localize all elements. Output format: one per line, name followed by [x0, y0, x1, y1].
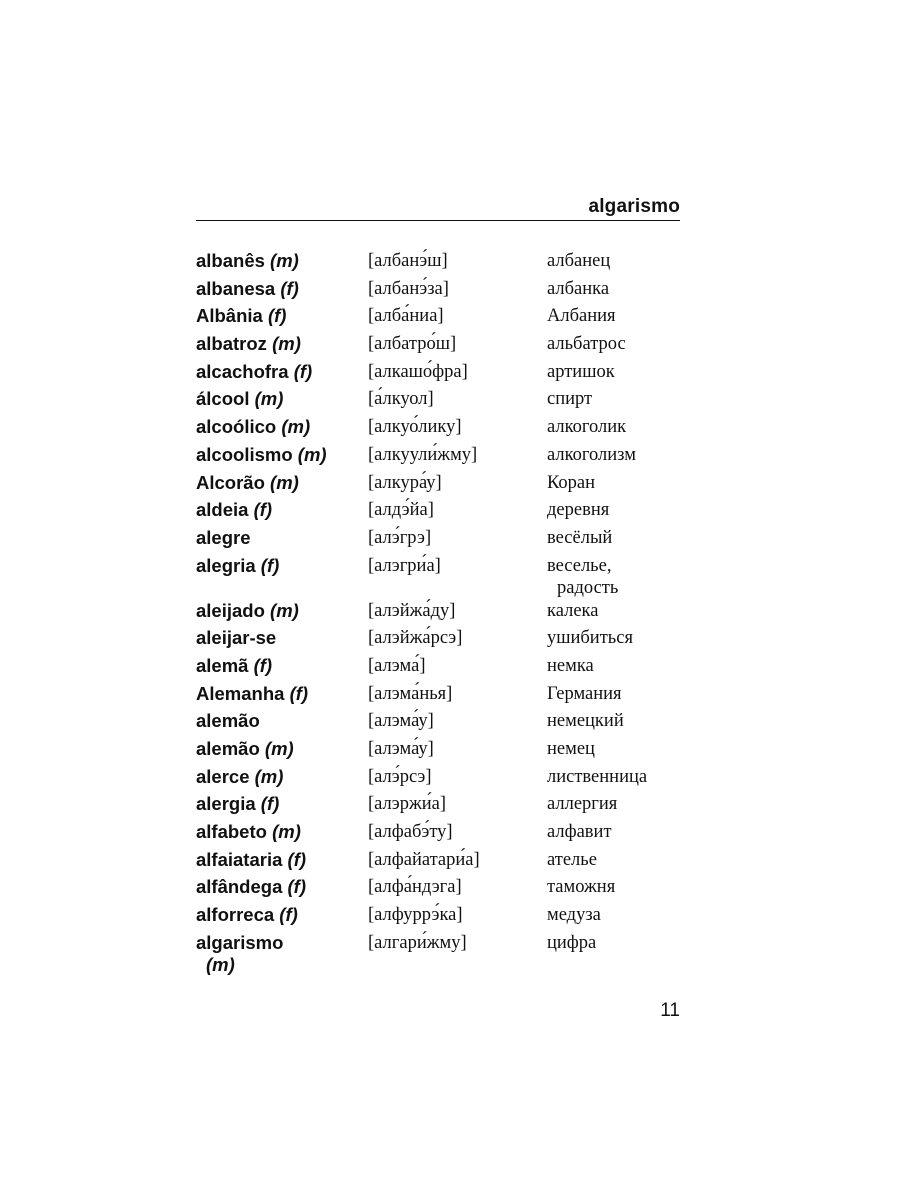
headword: alcoolismo [196, 443, 293, 465]
dictionary-entry [196, 360, 680, 388]
transcription: [алэйжа́ду] [368, 600, 456, 621]
dictionary-entry [196, 332, 680, 360]
transcription: [алэ́грэ] [368, 527, 432, 548]
meaning-cell [547, 277, 680, 300]
meaning-cell [547, 709, 680, 732]
meaning: таможня [547, 877, 616, 898]
headword: aleijar-se [196, 627, 277, 649]
headword-cell [196, 415, 368, 438]
headword-cell [196, 709, 368, 732]
gender-marker: (m) [206, 953, 235, 975]
headword: Alcorão [196, 471, 265, 493]
dictionary-entry [196, 765, 680, 793]
meaning-cell [547, 626, 680, 649]
meaning: калека [547, 600, 599, 621]
meaning: деревня [547, 500, 610, 521]
meaning: немецкий [547, 711, 624, 732]
transcription: [алэма́нья] [368, 683, 453, 704]
dictionary-entry [196, 737, 680, 765]
meaning: алкоголизм [547, 444, 636, 465]
headword: algarismo [196, 931, 284, 953]
entry-list [196, 249, 680, 976]
headword: alerce [196, 765, 250, 787]
meaning: артишок [547, 361, 615, 382]
gender-marker: (m) [270, 599, 299, 621]
headword: alcoólico [196, 416, 277, 438]
gender-marker: (m) [254, 388, 284, 410]
meaning-cell [547, 737, 680, 760]
meaning: спирт [547, 389, 593, 410]
headword: aldeia [196, 499, 249, 521]
meaning-cell [547, 903, 680, 926]
transcription: [алгари́жму] [368, 932, 467, 953]
meaning: немец [547, 739, 595, 759]
meaning-cell [547, 554, 680, 599]
meaning-cell [547, 332, 680, 355]
gender-marker: (m) [297, 443, 327, 465]
transcription: [алфа́ндэга] [368, 877, 462, 898]
headword: alemão [196, 738, 260, 759]
headword-cell [196, 737, 368, 760]
meaning-cell [547, 820, 680, 843]
meaning: Германия [547, 683, 622, 704]
gender-marker: (m) [281, 416, 311, 438]
dictionary-entry [196, 387, 680, 415]
dictionary-entry [196, 599, 680, 627]
gender-marker: (f) [253, 654, 273, 676]
dictionary-entry [196, 875, 680, 903]
meaning-cell [547, 792, 680, 815]
transcription: [алэ́рсэ] [368, 766, 432, 787]
headword-cell [196, 765, 368, 788]
gender-marker: (m) [272, 333, 301, 355]
gender-marker: (f) [260, 554, 280, 576]
meaning-cell [547, 249, 680, 272]
gender-marker: (f) [253, 499, 273, 521]
meaning-cell [547, 599, 680, 622]
transcription: [алэржи́а] [368, 794, 447, 815]
headword-cell [196, 848, 368, 871]
headword: álcool [196, 388, 250, 410]
running-head: algarismo [588, 196, 680, 217]
transcription: [алкашо́фра] [368, 361, 468, 382]
gender-marker: (m) [270, 250, 299, 271]
headword-cell [196, 654, 368, 677]
headword-cell [196, 875, 368, 898]
headword-cell [196, 498, 368, 521]
dictionary-entry [196, 626, 680, 654]
meaning-cell [547, 360, 680, 383]
gender-marker: (m) [254, 765, 284, 787]
headword-cell [196, 249, 368, 272]
headword: alforreca [196, 904, 275, 926]
headword: alergia [196, 793, 256, 815]
meaning: аллергия [547, 794, 618, 815]
header-rule [196, 220, 680, 221]
meaning: альбатрос [547, 334, 626, 355]
dictionary-entry [196, 498, 680, 526]
meaning: лиственница [547, 766, 648, 787]
headword-cell [196, 443, 368, 466]
dictionary-entry [196, 415, 680, 443]
dictionary-entry [196, 931, 680, 976]
gender-marker: (f) [289, 682, 309, 704]
transcription: [алфуррэ́ка] [368, 905, 463, 926]
meaning: весёлый [547, 527, 613, 548]
meaning-cell [547, 443, 680, 466]
meaning-cell [547, 931, 680, 954]
gender-marker: (f) [267, 305, 287, 327]
headword: alfabeto [196, 821, 267, 843]
dictionary-entry [196, 443, 680, 471]
transcription: [алкуули́жму] [368, 444, 478, 465]
meaning-cell [547, 471, 680, 494]
headword-cell [196, 554, 368, 577]
meaning-cell [547, 682, 680, 705]
meaning: ателье [547, 849, 597, 870]
gender-marker: (f) [279, 904, 298, 926]
dictionary-entry [196, 304, 680, 332]
transcription: [алкура́у] [368, 472, 442, 493]
gender-marker: (f) [287, 848, 307, 870]
transcription: [албатро́ш] [368, 334, 457, 355]
transcription: [албанэ́ш] [368, 251, 448, 271]
transcription: [алфайатари́а] [368, 849, 480, 870]
transcription: [алэгри́а] [368, 555, 441, 576]
dictionary-entry [196, 792, 680, 820]
meaning-cell [547, 304, 680, 327]
headword-cell [196, 820, 368, 843]
meaning-cell [547, 526, 680, 549]
headword-cell [196, 931, 368, 976]
dictionary-entry [196, 848, 680, 876]
headword: alfândega [196, 876, 283, 898]
meaning: цифра [547, 932, 597, 953]
meaning: медуза [547, 905, 601, 926]
gender-marker: (f) [287, 876, 306, 898]
headword-cell [196, 471, 368, 494]
headword-cell [196, 626, 368, 649]
transcription: [алба́ниа] [368, 306, 444, 327]
headword: albanês [196, 250, 265, 271]
dictionary-entry [196, 820, 680, 848]
transcription: [алэйжа́рсэ] [368, 628, 463, 649]
dictionary-entry [196, 654, 680, 682]
meaning-cell [547, 387, 680, 410]
headword: alcachofra [196, 360, 289, 382]
meaning: Коран [547, 472, 596, 493]
gender-marker: (m) [270, 471, 299, 493]
meaning-continuation: радость [557, 577, 619, 598]
transcription: [алфабэ́ту] [368, 822, 453, 843]
dictionary-entry [196, 471, 680, 499]
transcription: [а́лкуол] [368, 389, 434, 410]
transcription: [алкуо́лику] [368, 417, 462, 438]
meaning: алкоголик [547, 417, 627, 438]
headword: albatroz [196, 333, 267, 355]
meaning: немка [547, 655, 594, 676]
meaning: ушибиться [547, 628, 633, 649]
headword: alegre [196, 526, 251, 548]
headword-cell [196, 792, 368, 815]
meaning: албанец [547, 251, 611, 271]
dictionary-entry [196, 554, 680, 599]
transcription: [алдэ́йа] [368, 500, 434, 521]
gender-marker: (m) [272, 821, 301, 843]
dictionary-entry [196, 277, 680, 305]
meaning: алфавит [547, 822, 612, 843]
transcription: [алэма́у] [368, 711, 434, 732]
meaning-cell [547, 875, 680, 898]
gender-marker: (f) [293, 360, 313, 382]
meaning-cell [547, 654, 680, 677]
meaning-cell [547, 765, 680, 788]
dictionary-entry [196, 903, 680, 931]
headword-cell [196, 304, 368, 327]
headword-cell [196, 599, 368, 622]
headword-cell [196, 277, 368, 300]
meaning-cell [547, 848, 680, 871]
headword: aleijado [196, 599, 265, 621]
headword: albanesa [196, 277, 276, 299]
dictionary-entry [196, 709, 680, 737]
gender-marker: (f) [260, 793, 280, 815]
headword: alemã [196, 654, 249, 676]
headword: alfaiataria [196, 848, 283, 870]
dictionary-entry [196, 249, 680, 277]
gender-marker: (f) [280, 277, 299, 299]
transcription: [алэма́] [368, 655, 426, 676]
meaning: албанка [547, 278, 610, 299]
headword: Alemanha [196, 682, 285, 704]
headword: alemão [196, 710, 260, 732]
transcription: [алэма́у] [368, 739, 434, 759]
headword-cell [196, 903, 368, 926]
page-number: 11 [660, 1000, 680, 1021]
meaning: веселье, [547, 555, 612, 576]
headword-cell [196, 360, 368, 383]
headword-cell [196, 387, 368, 410]
dictionary-entry [196, 682, 680, 710]
meaning-cell [547, 415, 680, 438]
headword-cell [196, 682, 368, 705]
headword: alegria [196, 554, 256, 576]
dictionary-entry [196, 526, 680, 554]
headword-cell [196, 526, 368, 549]
meaning: Албания [547, 306, 616, 327]
transcription: [албанэ́за] [368, 278, 449, 299]
headword-cell [196, 332, 368, 355]
headword: Albânia [196, 305, 263, 327]
gender-marker: (m) [264, 738, 294, 759]
meaning-cell [547, 498, 680, 521]
